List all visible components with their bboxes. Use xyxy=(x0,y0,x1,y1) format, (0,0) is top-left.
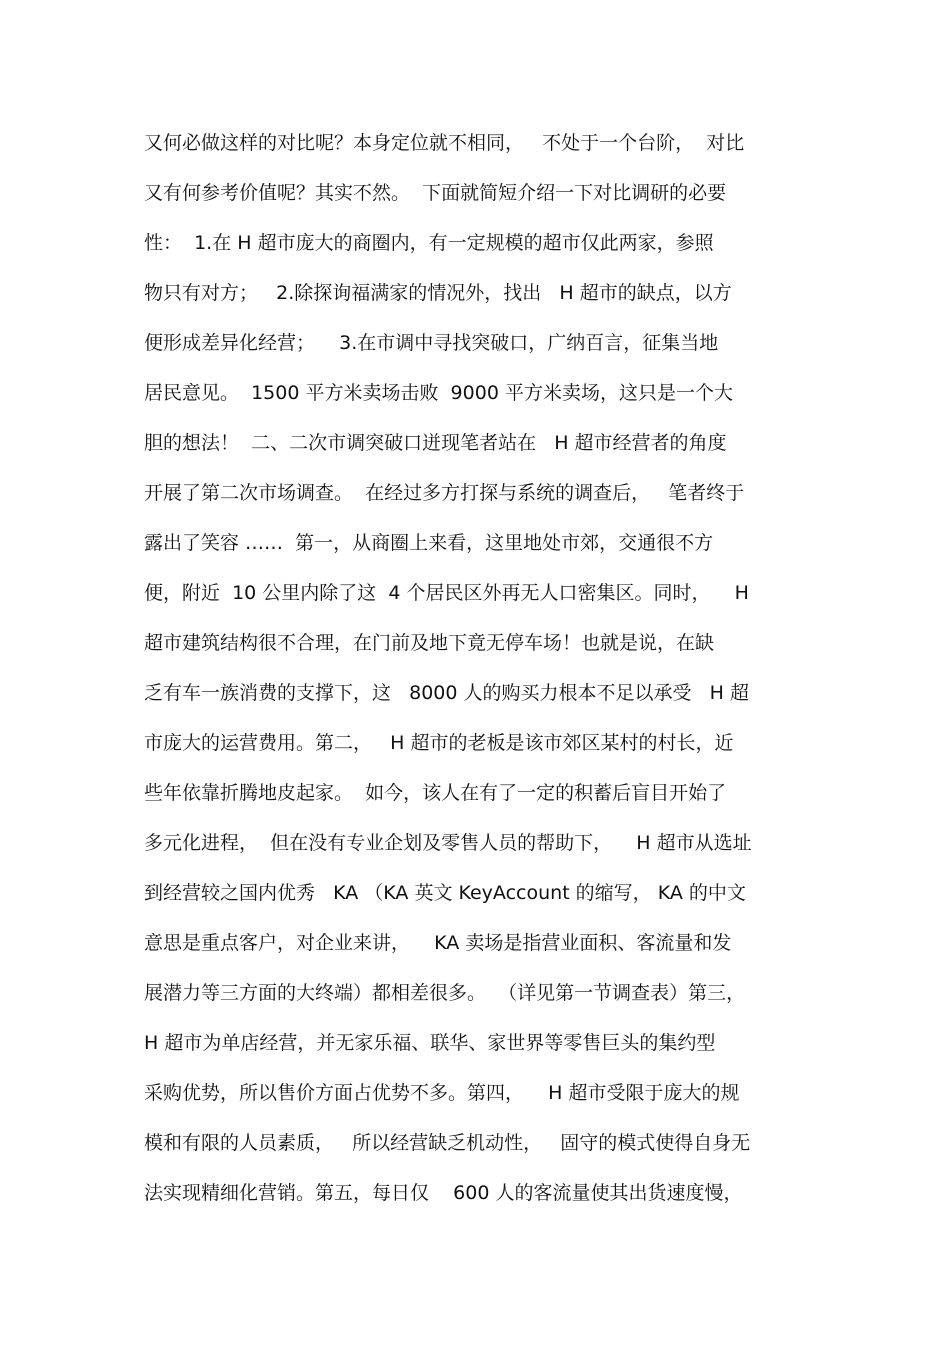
text-line-22: 法实现精细化营销。第五，每日仅 600 人的客流量使其出货速度慢， xyxy=(144,1182,743,1204)
text-line-16: 到经营较之国内优秀 KA （KA 英文 KeyAccount 的缩写， KA 的中文 xyxy=(144,882,746,904)
text-line-21: 模和有限的人员素质， 所以经营缺乏机动性， 固守的模式使得自身无 xyxy=(144,1132,751,1154)
text-line-6: 居民意见。 1500 平方米卖场击败 9000 平方米卖场，这只是一个大 xyxy=(144,382,733,404)
text-line-17: 意思是重点客户，对企业来讲， KA 卖场是指营业面积、客流量和发 xyxy=(144,932,732,954)
text-line-9: 露出了笑容 …… 第一，从商圈上来看，这里地处市郊，交通很不方 xyxy=(144,532,714,554)
text-line-12: 乏有车一族消费的支撑下，这 8000 人的购买力根本不足以承受 H 超 xyxy=(144,682,749,704)
text-line-18: 展潜力等三方面的大终端）都相差很多。 （详见第一节调查表）第三， xyxy=(144,982,746,1004)
text-line-5: 便形成差异化经营； 3.在市调中寻找突破口，广纳百言，征集当地 xyxy=(144,332,719,354)
text-line-7: 胆的想法！ 二、二次市调突破口迸现笔者站在 H 超市经营者的角度 xyxy=(144,432,727,454)
text-line-3: 性： 1.在 H 超市庞大的商圈内，有一定规模的超市仅此两家，参照 xyxy=(144,232,714,254)
text-line-19: H 超市为单店经营，并无家乐福、联华、家世界等零售巨头的集约型 xyxy=(144,1032,716,1054)
text-line-11: 超市建筑结构很不合理，在门前及地下竟无停车场！也就是说，在缺 xyxy=(144,632,715,654)
text-line-13: 市庞大的运营费用。第二， H 超市的老板是该市郊区某村的村长，近 xyxy=(144,732,734,754)
text-line-14: 些年依靠折腾地皮起家。 如今，该人在有了一定的积蓄后盲目开始了 xyxy=(144,782,727,804)
text-line-2: 又有何参考价值呢？其实不然。 下面就简短介绍一下对比调研的必要 xyxy=(144,182,727,204)
text-line-1: 又何必做这样的对比呢？本身定位就不相同， 不处于一个台阶， 对比 xyxy=(144,132,745,154)
text-line-20: 采购优势，所以售价方面占优势不多。第四， H 超市受限于庞大的规 xyxy=(144,1082,740,1104)
body-text xyxy=(144,118,814,1218)
text-line-4: 物只有对方； 2.除探询福满家的情况外，找出 H 超市的缺点，以方 xyxy=(144,282,732,304)
text-line-8: 开展了第二次市场调查。 在经过多方打探与系统的调查后， 笔者终于 xyxy=(144,482,745,504)
text-line-15: 多元化进程， 但在没有专业企划及零售人员的帮助下， H 超市从选址 xyxy=(144,832,752,854)
text-line-10: 便，附近 10 公里内除了这 4 个居民区外再无人口密集区。同时， H xyxy=(144,582,749,604)
